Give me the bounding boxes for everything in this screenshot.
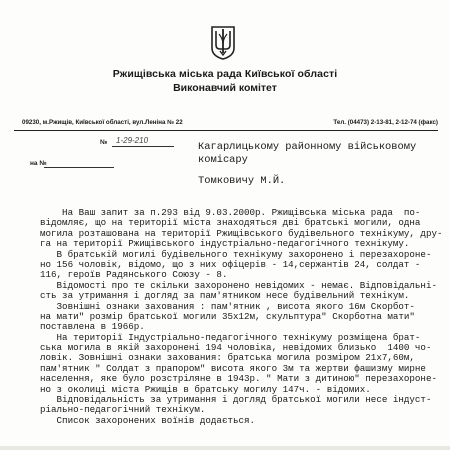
- body-line: пам'ятник " Солдат з прапором" висота якого 3м та жертви фашизму мирне: [40, 362, 426, 374]
- body-line: но 156 чоловік, відомо, що з них офіцерів - 14,сержантів 24, солдат -: [40, 258, 421, 270]
- body-line: но з околиці міста Ржищів в братську могилу 147ч. - відомих.: [40, 383, 371, 395]
- body-line: могила розташована на території Ржищівського будівельного технікуму, дру-: [40, 227, 443, 239]
- body-line: 116, героїв Радянського Союзу - 8.: [40, 269, 228, 281]
- page-bottom-edge: [0, 446, 450, 450]
- body-line: Зовнішні ознаки захования : пам'ятник , висота якого 16м Скорбот-: [40, 300, 415, 312]
- reference-prefix: на №: [30, 160, 47, 167]
- body-line: відомляє, що на території міста знаходяться дві братські могили, одна: [40, 217, 421, 229]
- header-divider: [14, 130, 438, 131]
- body-line: На Ваш запит за п.293 від 9.03.2000р. Ржищівська міська рада по-: [40, 207, 421, 218]
- body-line: населення, яке було розстріляне в 1943р. " Мати з дитиною" перезахороне-: [40, 373, 437, 385]
- body-line: Список захоронених воїнів додається.: [40, 414, 256, 426]
- body-line: ська могила в якій захоронені 194 чоловіка, невідомих близько 1400 чо-: [40, 342, 432, 354]
- body-line: сть за утримання і догляд за пам'ятником несе будівельний технікум.: [40, 290, 410, 302]
- address: 09230, м.Ржищів, Київської області, вул.Леніна № 22: [22, 119, 183, 126]
- committee-name: Виконавчий комітет: [173, 82, 277, 94]
- body-line: В братській могилі будівельного технікуму захоронено і перезахороне-: [40, 248, 432, 260]
- recipient-line-2: комісару: [198, 154, 248, 166]
- registration-number: 1-29-210: [116, 136, 149, 145]
- recipient-name: Томковичу М.Й.: [198, 175, 286, 187]
- body-line: га на території Ржищівського індустріально-педагогічного технікуму.: [40, 238, 410, 250]
- body-line: ловік. Зовнішні ознаки захования: братська могила розміром 21х7,60м,: [40, 352, 415, 364]
- body-line: На території Індустріально-педагогічного технікуму розміщена брат-: [40, 331, 421, 343]
- registration-underline: [112, 146, 174, 147]
- recipient-line-1: Кагарлицькому районному військовому: [198, 141, 417, 153]
- council-name: Ржищівська міська рада Київської області: [112, 68, 338, 80]
- body-line: ріально-педагогічний технікум.: [40, 404, 206, 416]
- phone-numbers: Тел. (04473) 2-13-81, 2-12-74 (факс): [333, 119, 438, 126]
- letter-body: [40, 207, 443, 426]
- body-line: на мати" розмір братської могили 35х12м, скульптура" Скорботна мати": [40, 310, 415, 322]
- reference-underline: [44, 167, 114, 168]
- registration-prefix: №: [100, 139, 108, 146]
- body-line: Відомості про те скільки захоронено невідомих - немає. Відповідальні-: [40, 279, 437, 291]
- body-line: Відповідальність за утримання і догляд братської могили несе індуст-: [40, 394, 432, 406]
- trident-emblem-icon: [210, 26, 236, 60]
- body-line: поставлена в 1966р.: [40, 321, 145, 333]
